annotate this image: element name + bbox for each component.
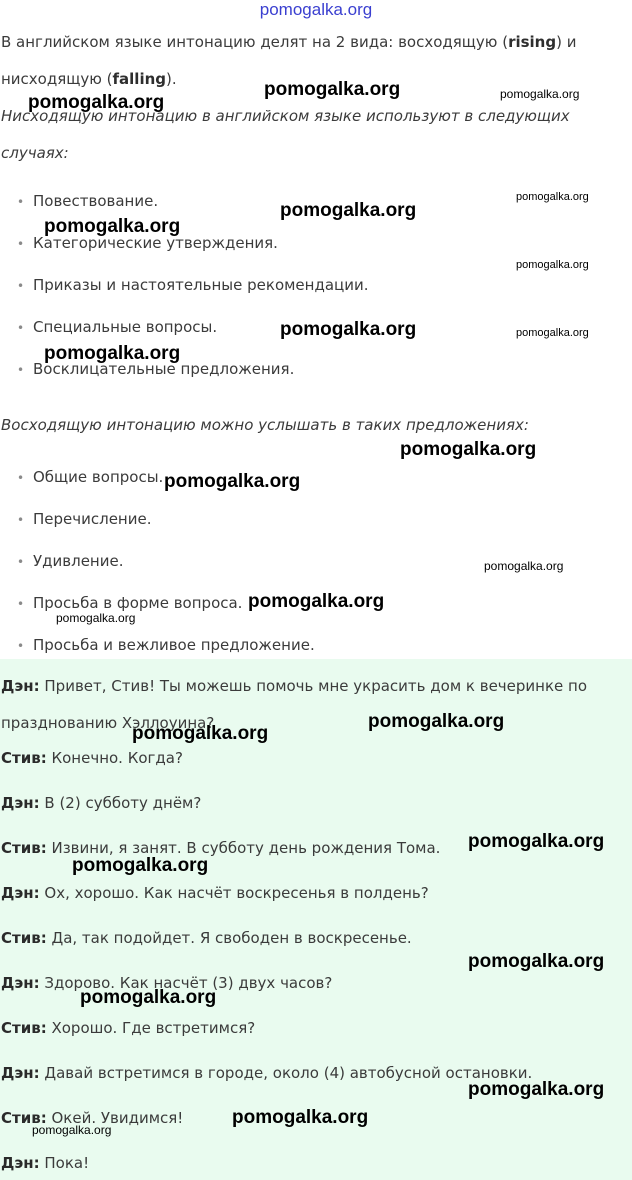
bullet-icon: • [17,639,25,653]
watermark: pomogalka.org [516,327,589,339]
list-item-text: Удивление. [33,552,124,570]
watermark: pomogalka.org [164,471,301,492]
dialog-line [1,668,621,742]
dialog-text: Извини, я занят. В субботу день рождения Тома. [46,839,441,857]
term-rising: rising [508,33,557,51]
list-item [17,275,577,296]
speaker-name: Дэн: [1,677,40,695]
watermark: pomogalka.org [248,591,385,612]
watermark: pomogalka.org [468,831,605,852]
list-item-text: Восклицательные предложения. [33,360,295,378]
watermark: pomogalka.org [280,319,417,340]
dialog-text: В (2) субботу днём? [39,794,202,812]
list-item [17,509,577,530]
speaker-name: Стив: [1,929,47,947]
list-item [17,635,577,656]
list-item-text: Категорические утверждения. [33,234,278,252]
speaker-name: Дэн: [1,1154,40,1172]
falling-heading: Нисходящую интонацию в английском языке используют в следующих случаях: [1,107,570,162]
watermark: pomogalka.org [56,611,136,625]
dialog-text: Давай встретимся в городе, около (4) автобусной остановки. [39,1064,533,1082]
watermark: pomogalka.org [80,987,217,1008]
site-watermark-top: pomogalka.org [259,0,373,19]
watermark: pomogalka.org [484,559,564,573]
intro-text-3: ). [166,70,177,88]
speaker-name: Стив: [1,749,47,767]
watermark: pomogalka.org [468,951,605,972]
watermark: pomogalka.org [44,343,181,364]
watermark: pomogalka.org [132,723,269,744]
watermark: pomogalka.org [368,711,505,732]
watermark: pomogalka.org [72,855,209,876]
watermark: pomogalka.org [44,216,181,237]
list-item-text: Общие вопросы. [33,468,164,486]
dialog-line [1,793,621,813]
bullet-icon: • [17,363,25,377]
bullet-icon: • [17,471,25,485]
dialog-block [0,659,632,1180]
speaker-name: Стив: [1,1109,47,1127]
watermark: pomogalka.org [264,79,401,100]
dialog-text: Ох, хорошо. Как насчёт воскресенья в полдень? [39,884,429,902]
dialog-text: Окей. Увидимся! [46,1109,184,1127]
dialog-line [1,883,621,903]
rising-heading: Восходящую интонацию можно услышать в таких предложениях: [1,416,529,434]
dialog-line [1,748,621,768]
dialog-line [1,1153,621,1173]
list-item-text: Повествование. [33,192,159,210]
term-falling: falling [112,70,167,88]
bullet-icon: • [17,237,25,251]
watermark: pomogalka.org [516,259,589,271]
dialog-text: Хорошо. Где встретимся? [46,1019,256,1037]
watermark: pomogalka.org [500,87,580,101]
bullet-icon: • [17,555,25,569]
intro-text-1: В английском языке интонацию делят на 2 вида: восходящую ( [1,33,509,51]
bullet-icon: • [17,195,25,209]
watermark: pomogalka.org [516,191,589,203]
bullet-icon: • [17,597,25,611]
dialog-text: Да, так подойдет. Я свободен в воскресенье. [46,929,412,947]
speaker-name: Стив: [1,839,47,857]
list-item-text: Приказы и настоятельные рекомендации. [33,276,369,294]
list-item-text: Специальные вопросы. [33,318,218,336]
dialog-text: Привет, Стив! Ты можешь помочь мне украсить дом к вечеринке по празднованию Хэллоуина? [1,677,588,732]
watermark: pomogalka.org [28,92,165,113]
dialog-text: Конечно. Когда? [46,749,183,767]
list-item-text: Перечисление. [33,510,152,528]
speaker-name: Стив: [1,1019,47,1037]
bullet-icon: • [17,513,25,527]
watermark: pomogalka.org [280,200,417,221]
dialog-line [1,928,621,948]
speaker-name: Дэн: [1,974,40,992]
bullet-icon: • [17,279,25,293]
watermark: pomogalka.org [32,1123,112,1137]
intro-text-2: ) и нисходящую ( [1,33,577,88]
watermark: pomogalka.org [400,439,537,460]
dialog-line [1,1018,621,1038]
speaker-name: Дэн: [1,794,40,812]
dialog-text: Здорово. Как насчёт (3) двух часов? [39,974,333,992]
bullet-icon: • [17,321,25,335]
speaker-name: Дэн: [1,884,40,902]
watermark: pomogalka.org [232,1107,369,1128]
speaker-name: Дэн: [1,1064,40,1082]
list-item-text: Просьба и вежливое предложение. [33,636,315,654]
list-item-text: Просьба в форме вопроса. [33,594,243,612]
dialog-text: Пока! [39,1154,90,1172]
watermark: pomogalka.org [468,1079,605,1100]
